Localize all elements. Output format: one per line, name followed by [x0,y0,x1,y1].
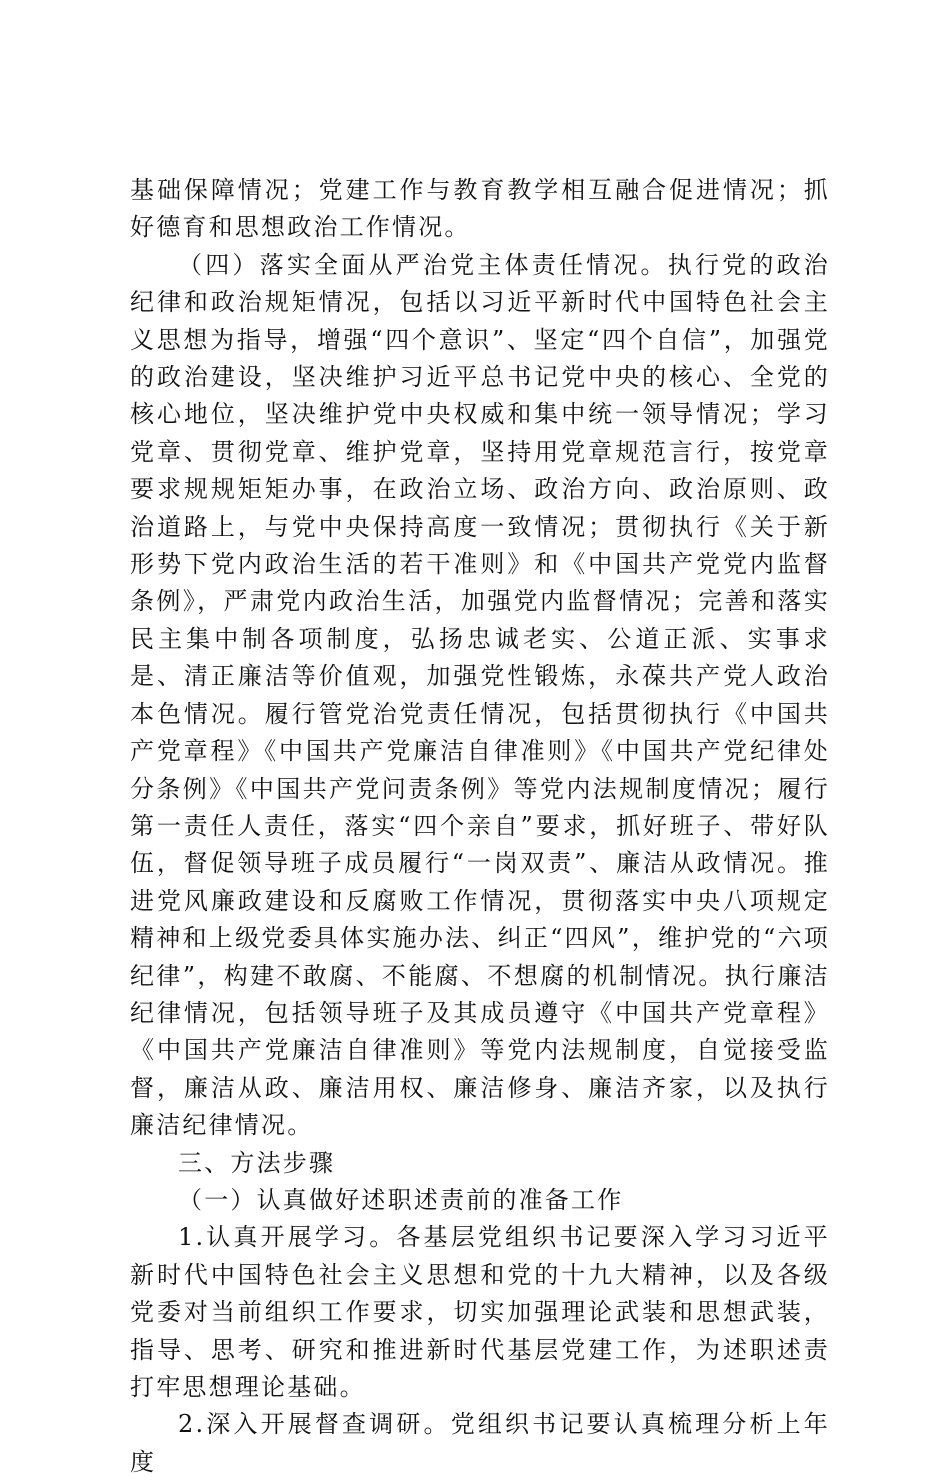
paragraph-party-responsibility: （四）落实全面从严治党主体责任情况。执行党的政治纪律和政治规矩情况，包括以习近平新时代中国特色社会主义思想为指导，增强“四个意识”、坚定“四个自信”，加强党的政治建设，坚决维护习近平总书记党中央的核心、全党的核心地位，坚决维护党中央权威和集中统一领导情况；学习党章、贯彻党章、维护党章，坚持用党章规范言行，按党章要求规规矩矩办事，在政治立场、政治方向、政治原则、政治道路上，与党中央保持高度一致情况；贯彻执行《关于新形势下党内政治生活的若干准则》和《中国共产党党内监督条例》，严肃党内政治生活，加强党内监督情况；完善和落实民主集中制各项制度，弘扬忠诚老实、公道正派、实事求是、清正廉洁等价值观，加强党性锻炼，永葆共产党人政治本色情况。履行管党治党责任情况，包括贯彻执行《中国共产党章程》《中国共产党廉洁自律准则》《中国共产党纪律处分条例》《中国共产党问责条例》等党内法规制度情况；履行第一责任人责任，落实“四个亲自”要求，抓好班子、带好队伍，督促领导班子成员履行“一岗双责”、廉洁从政情况。推进党风廉政建设和反腐败工作情况，贯彻落实中央八项规定精神和上级党委具体实施办法、纠正“四风”，维护党的“六项纪律”，构建不敢腐、不能腐、不想腐的机制情况。执行廉洁纪律情况，包括领导班子及其成员遵守《中国共产党章程》《中国共产党廉洁自律准则》等党内法规制度，自觉接受监督，廉洁从政、廉洁用权、廉洁修身、廉洁齐家，以及执行廉洁纪律情况。 [130,250,830,1140]
document-body [130,172,830,1481]
paragraph-study: 1.认真开展学习。各基层党组织书记要深入学习习近平新时代中国特色社会主义思想和党的十九大精神，以及各级党委对当前组织工作要求，切实加强理论武装和思想武装，指导、思考、研究和推进新时代基层党建工作，为述职述责打牢思想理论基础。 [130,1223,830,1401]
paragraph-continuation: 基础保障情况；党建工作与教育教学相互融合促进情况；抓好德育和思想政治工作情况。 [130,176,830,242]
section-heading-methods: 三、方法步骤 [178,1148,336,1177]
paragraph-inspection: 2.深入开展督查调研。党组织书记要认真梳理分析上年度 [130,1410,830,1476]
subsection-heading-preparation: （一）认真做好述职述责前的准备工作 [178,1185,624,1214]
